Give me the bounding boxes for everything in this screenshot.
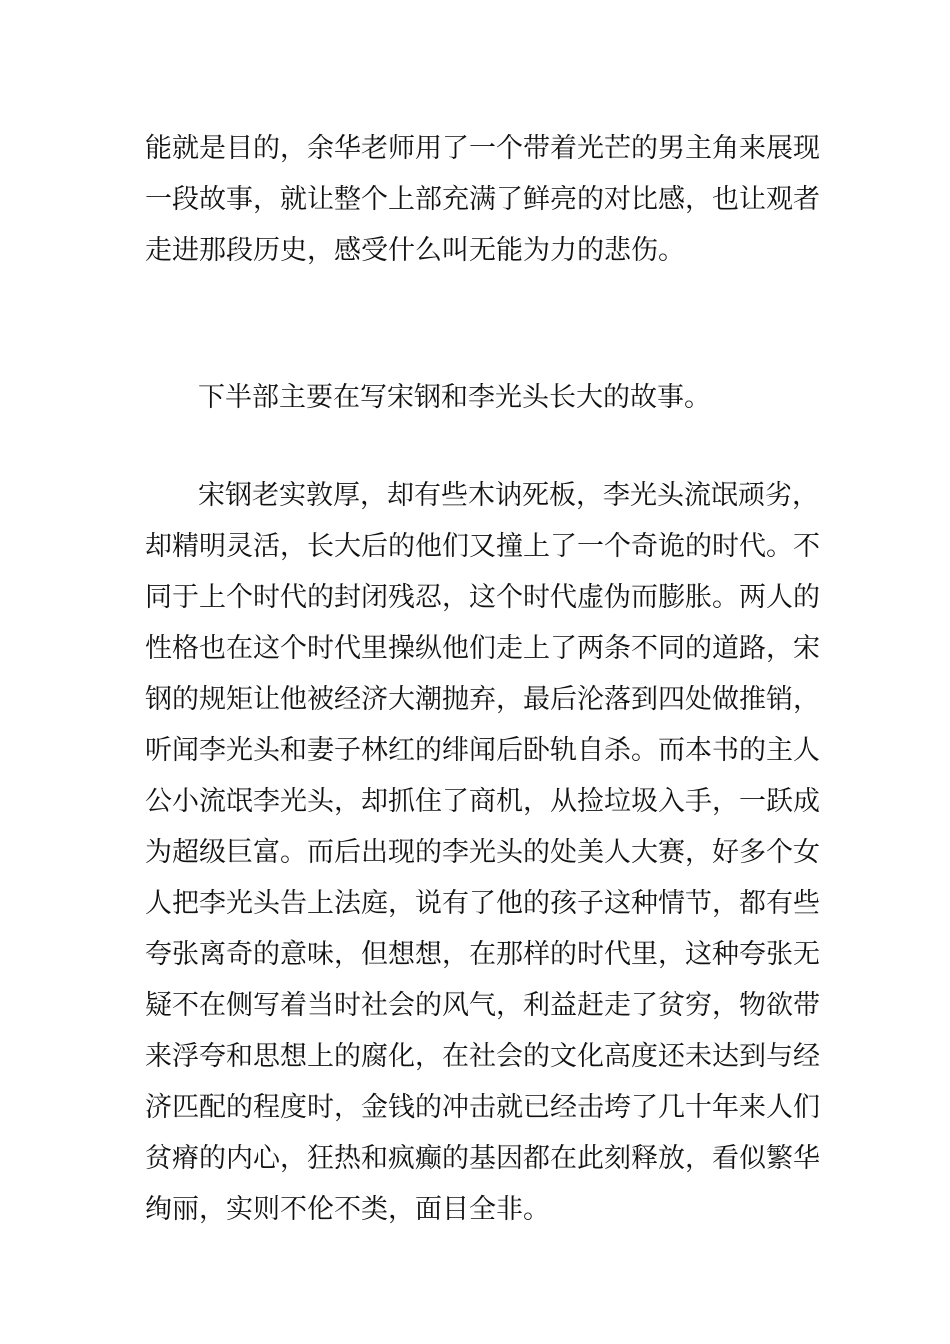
paragraph-line: 济匹配的程度时，金钱的冲击就已经击垮了几十年来人们 xyxy=(145,1092,820,1123)
paragraph-line: 同于上个时代的封闭残忍，这个时代虚伪而膨胀。两人的 xyxy=(145,582,820,613)
paragraph-line: 性格也在这个时代里操纵他们走上了两条不同的道路，宋 xyxy=(145,633,820,664)
paragraph-line: 钢的规矩让他被经济大潮抛弃，最后沦落到四处做推销， xyxy=(145,684,820,715)
paragraph-line: 宋钢老实敦厚，却有些木讷死板，李光头流氓顽劣， xyxy=(198,480,819,511)
paragraph-line: 夸张离奇的意味，但想想，在那样的时代里，这种夸张无 xyxy=(145,939,820,970)
paragraph-line: 走进那段历史，感受什么叫无能为力的悲伤。 xyxy=(145,235,685,266)
paragraph-line: 为超级巨富。而后出现的李光头的处美人大赛，好多个女 xyxy=(145,837,820,868)
paragraph-line: 绚丽，实则不伦不类，面目全非。 xyxy=(145,1194,550,1225)
paragraph-line: 却精明灵活，长大后的他们又撞上了一个奇诡的时代。不 xyxy=(145,531,820,562)
paragraph-line: 公小流氓李光头，却抓住了商机，从捡垃圾入手，一跃成 xyxy=(145,786,820,817)
paragraph-line: 人把李光头告上法庭，说有了他的孩子这种情节，都有些 xyxy=(145,888,820,919)
paragraph-line: 疑不在侧写着当时社会的风气，利益赶走了贫穷，物欲带 xyxy=(145,990,820,1021)
paragraph-line: 能就是目的，余华老师用了一个带着光芒的男主角来展现 xyxy=(145,133,820,164)
paragraph-line: 听闻李光头和妻子林红的绯闻后卧轨自杀。而本书的主人 xyxy=(145,735,820,766)
paragraph-line: 来浮夸和思想上的腐化，在社会的文化高度还未达到与经 xyxy=(145,1041,820,1072)
paragraph-line: 贫瘠的内心，狂热和疯癫的基因都在此刻释放，看似繁华 xyxy=(145,1143,820,1174)
paragraph-line: 下半部主要在写宋钢和李光头长大的故事。 xyxy=(198,382,711,413)
paragraph-line: 一段故事，就让整个上部充满了鲜亮的对比感，也让观者 xyxy=(145,184,820,215)
